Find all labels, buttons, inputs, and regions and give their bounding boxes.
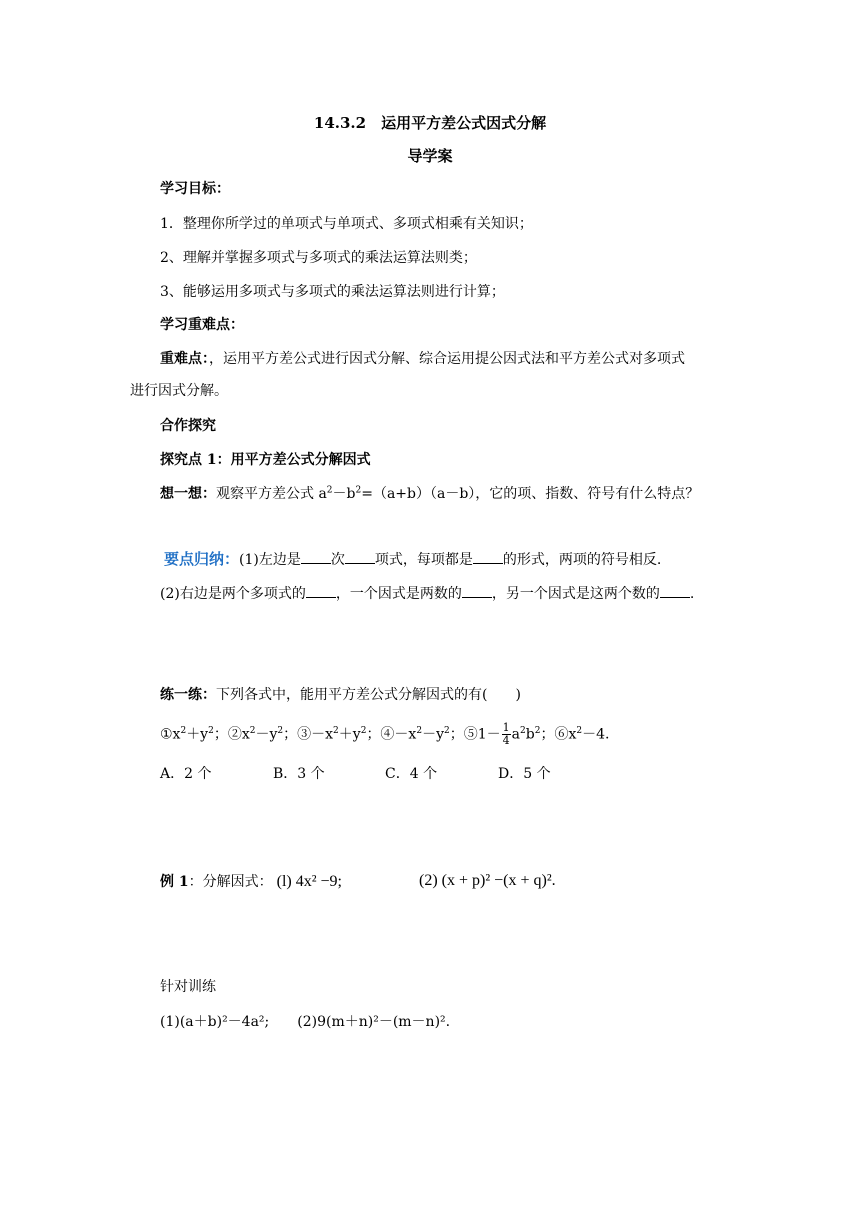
exp: 2 [520,725,526,736]
choice-a[interactable]: A．2 个 [160,766,212,782]
page-subtitle: 导学案 [407,147,453,165]
exp: 2 [277,725,284,736]
exp: 2 [444,725,450,736]
exp: 2 [360,725,367,736]
example-line [160,872,342,892]
exp: 2 [249,725,256,736]
fill-blank[interactable] [306,583,336,598]
key-points-heading: 学习重难点： [160,317,244,333]
think-text-c: =（a+b）（a－b），它的项、指数、符号有什么特点？ [361,486,700,502]
opt-seg: a [511,726,521,743]
fraction-one-quarter [502,722,511,747]
choice-b[interactable]: B．3 个 [273,766,325,782]
fraction-denominator: 4 [502,734,510,747]
summary-1c: 项式，每项都是 [374,552,473,568]
exp: 2 [534,725,541,736]
key-points-line-2: 进行因式分解。 [130,383,228,399]
summary-2c: ，另一个因式是这两个数的 [491,586,660,602]
opt-seg: ①x [160,726,181,743]
example-text: ：分解因式： [188,874,273,890]
summary-1b: 次 [330,552,345,568]
objective-3: 3、能够运用多项式与多项式的乘法运算法则进行计算； [160,284,505,300]
opt-seg: －4. [582,726,610,743]
practice-line [160,685,521,705]
opt-seg: ；④－x [366,726,417,743]
choice-c[interactable]: C．4 个 [385,766,438,782]
training-heading: 针对训练 [160,979,216,995]
exp: 2 [208,725,214,736]
think-label: 想一想： [160,486,216,502]
exp: 2 [180,725,187,736]
think-line [160,484,699,504]
example-part-2: (2) (x + p)² −(x + q)². [419,872,556,889]
coop-heading: 合作探究 [160,418,216,434]
opt-seg: ；③－x [283,726,334,743]
practice-text: 下列各式中，能用平方差公式分解因式的有( ) [216,687,521,703]
example-part-1: (l) 4x² −9; [276,873,342,890]
explore-heading: 探究点 1：用平方差公式分解因式 [160,452,371,468]
summary-2a: (2)右边是两个多项式的 [160,586,306,602]
fill-blank[interactable] [473,549,503,564]
opt-seg: ；⑤1－ [449,726,501,743]
opt-seg: ；⑥x [540,726,577,743]
fill-blank[interactable] [660,583,690,598]
objective-1: 1．整理你所学过的单项式与单项式、多项式相乘有关知识； [160,216,533,232]
exp: 2 [576,725,583,736]
fraction-numerator: 1 [502,721,510,734]
choice-d[interactable]: D．5 个 [498,766,551,782]
opt-seg: ＋y [338,726,361,743]
opt-seg: －y [255,726,278,743]
objective-2: 2、理解并掌握多项式与多项式的乘法运算法则类； [160,250,477,266]
opt-seg: －y [422,726,444,743]
example-label: 例 1 [160,874,189,890]
opt-seg: ；②x [213,726,250,743]
summary-1a: (1)左边是 [239,552,301,568]
fill-blank[interactable] [301,549,331,564]
exp: 2 [416,725,423,736]
opt-seg: b [525,726,535,743]
opt-seg: ＋y [186,726,209,743]
exp: 2 [333,725,339,736]
think-text-b: －b [332,486,356,502]
key-points-line-1 [160,349,685,369]
fill-blank[interactable] [462,583,492,598]
summary-line-2 [160,583,694,604]
exp: 2 [355,485,362,496]
page-title: 14.3.2 运用平方差公式因式分解 [313,114,547,132]
practice-label: 练一练： [160,687,216,703]
key-points-text-1: ，运用平方差公式进行因式分解、综合运用提公因式法和平方差公式对多项式 [209,351,685,367]
key-points-label: 重难点： [160,351,209,367]
objectives-heading: 学习目标： [160,181,230,197]
exp: 2 [326,485,333,496]
practice-options-line [160,722,609,747]
summary-1d: 的形式，两项的符号相反. [502,552,662,568]
summary-line-1 [164,549,661,570]
fill-blank[interactable] [345,549,375,564]
think-text-a: 观察平方差公式 a [216,486,327,502]
summary-label: 要点归纳： [164,550,240,568]
summary-2b: ，一个因式是两数的 [335,586,462,602]
training-line: (1)(a＋b)²－4a²; (2)9(m＋n)²－(m－n)². [160,1014,451,1030]
summary-2d: . [689,586,695,602]
